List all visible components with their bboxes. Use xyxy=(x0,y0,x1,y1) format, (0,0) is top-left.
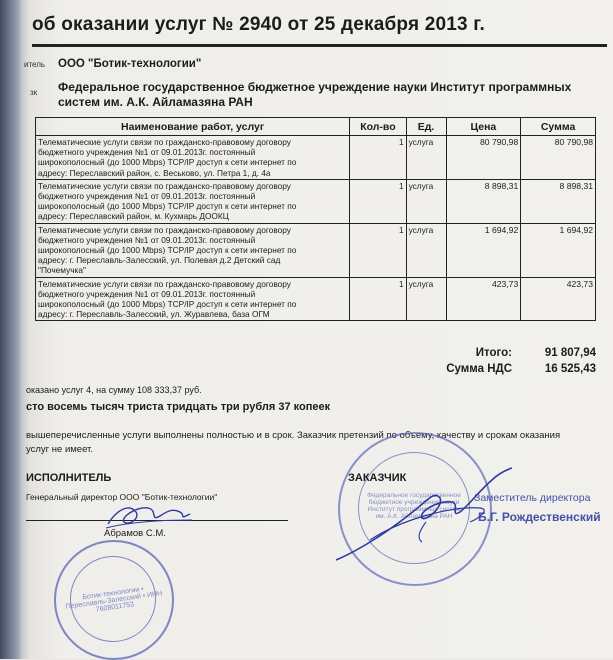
row-unit: услуга xyxy=(406,136,446,180)
desc-line: бюджетного учреждения №1 от 09.01.2013г. постоянный xyxy=(38,191,256,202)
row-qty: 1 xyxy=(350,179,406,223)
table-header-row xyxy=(36,118,596,136)
executor-role: Генеральный директор ООО "Ботик-технологии" xyxy=(26,492,218,502)
row-price: 80 790,98 xyxy=(446,136,521,180)
desc-line: "Почемучка" xyxy=(38,265,86,276)
executor-heading: ИСПОЛНИТЕЛЬ xyxy=(26,472,112,484)
desc-line: адресу: г. Переславль-Залесский, ул. Полевая д.2 Детский сад xyxy=(38,255,281,266)
customer-stamp-text: Федеральное государственное бюджетное учреждение науки Институт программных систем им. А.К. Айламазяна РАН xyxy=(367,492,461,520)
executor-label: итель xyxy=(24,60,46,69)
executor-stamp-text: Ботик-технологии • Переславль-Залесский • ИНН 7608011753 xyxy=(65,585,163,614)
vat-value: 16 525,43 xyxy=(544,363,596,375)
document-title: об оказании услуг № 2940 от 25 декабря 2013 г. xyxy=(32,14,485,35)
desc-line: Телематические услуги связи по гражданско-правовому договору xyxy=(38,278,291,289)
desc-line: бюджетного учреждения №1 от 09.01.2013г. постоянный xyxy=(38,234,256,245)
row-description xyxy=(36,223,350,277)
title-rule xyxy=(32,44,607,47)
customer-label: зк xyxy=(30,88,38,97)
row-price: 1 694,92 xyxy=(446,223,521,277)
desc-line: широкополосный (до 1000 Mbps) TCP/IP доступ к сети интернет по xyxy=(38,157,297,168)
executor-signature xyxy=(100,498,210,534)
services-table xyxy=(35,117,596,321)
header-unit: Ед. xyxy=(406,118,446,136)
row-sum: 8 898,31 xyxy=(521,179,596,223)
header-name: Наименование работ, услуг xyxy=(36,118,350,136)
desc-line: широкополосный (до 1000 Mbps) TCP/IP доступ к сети интернет по xyxy=(38,245,297,256)
customer-line-1: Федеральное государственное бюджетное учреждение науки Институт программных xyxy=(58,80,572,94)
row-qty: 1 xyxy=(350,277,406,321)
header-sum: Сумма xyxy=(521,118,596,136)
desc-line: адресу: Переславский район, с. Веськово, ул. Петра 1, д. 4а xyxy=(38,167,271,178)
row-qty: 1 xyxy=(350,136,406,180)
amount-in-words: сто восемь тысяч триста тридцать три рубля 37 копеек xyxy=(26,401,331,413)
row-price: 423,73 xyxy=(446,277,521,321)
desc-line: широкополосный (до 1000 Mbps) TCP/IP доступ к сети интернет по xyxy=(38,201,297,212)
desc-line: Телематические услуги связи по гражданско-правовому договору xyxy=(38,180,291,191)
row-description xyxy=(36,277,350,321)
customer-signature xyxy=(330,460,520,570)
total-value: 91 807,94 xyxy=(544,347,596,359)
header-price: Цена xyxy=(446,118,521,136)
acceptance-note-line-1: вышеперечисленные услуги выполнены полностью и в срок. Заказчик претензий по объему, качеству и срокам оказания xyxy=(26,430,561,441)
table-row xyxy=(36,179,596,223)
services-count-line: оказано услуг 4, на сумму 108 333,37 руб. xyxy=(26,385,202,395)
row-unit: услуга xyxy=(406,223,446,277)
desc-line: адресу: Переславский район, м. Кухмарь ДООКЦ xyxy=(38,211,229,222)
desc-line: бюджетного учреждения №1 от 09.01.2013г. постоянный xyxy=(38,288,256,299)
desc-line: адресу: г. Переславль-Залесский, ул. Журавлева, база ОГМ xyxy=(38,309,270,320)
customer-line-2: систем им. А.К. Айламазяна РАН xyxy=(58,95,253,109)
table-row xyxy=(36,277,596,321)
table-row xyxy=(36,223,596,277)
executor-stamp xyxy=(54,540,174,660)
binding-edge xyxy=(0,0,22,659)
row-sum: 423,73 xyxy=(521,277,596,321)
row-unit: услуга xyxy=(406,179,446,223)
desc-line: Телематические услуги связи по гражданско-правовому договору xyxy=(38,224,291,235)
desc-line: широкополосный (до 1000 Mbps) TCP/IP доступ к сети интернет по xyxy=(38,299,297,310)
total-label: Итого: xyxy=(475,347,512,359)
row-qty: 1 xyxy=(350,223,406,277)
table-row xyxy=(36,136,596,180)
executor-value: ООО "Ботик-технологии" xyxy=(58,58,202,70)
acceptance-note-line-2: услуг не имеет. xyxy=(26,444,93,455)
vat-label: Сумма НДС xyxy=(446,363,512,375)
row-description xyxy=(36,179,350,223)
customer-name: Б.Г. Рождественский xyxy=(478,510,601,524)
customer-heading: ЗАКАЗЧИК xyxy=(348,472,407,484)
customer-role: Заместитель директора xyxy=(474,492,591,504)
row-sum: 1 694,92 xyxy=(521,223,596,277)
row-price: 8 898,31 xyxy=(446,179,521,223)
row-unit: услуга xyxy=(406,277,446,321)
header-qty: Кол-во xyxy=(350,118,406,136)
desc-line: бюджетного учреждения №1 от 09.01.2013г. постоянный xyxy=(38,147,256,158)
desc-line: Телематические услуги связи по гражданско-правовому договору xyxy=(38,137,291,147)
executor-name: Абрамов С.М. xyxy=(104,528,166,539)
row-description xyxy=(36,136,350,180)
row-sum: 80 790,98 xyxy=(521,136,596,180)
